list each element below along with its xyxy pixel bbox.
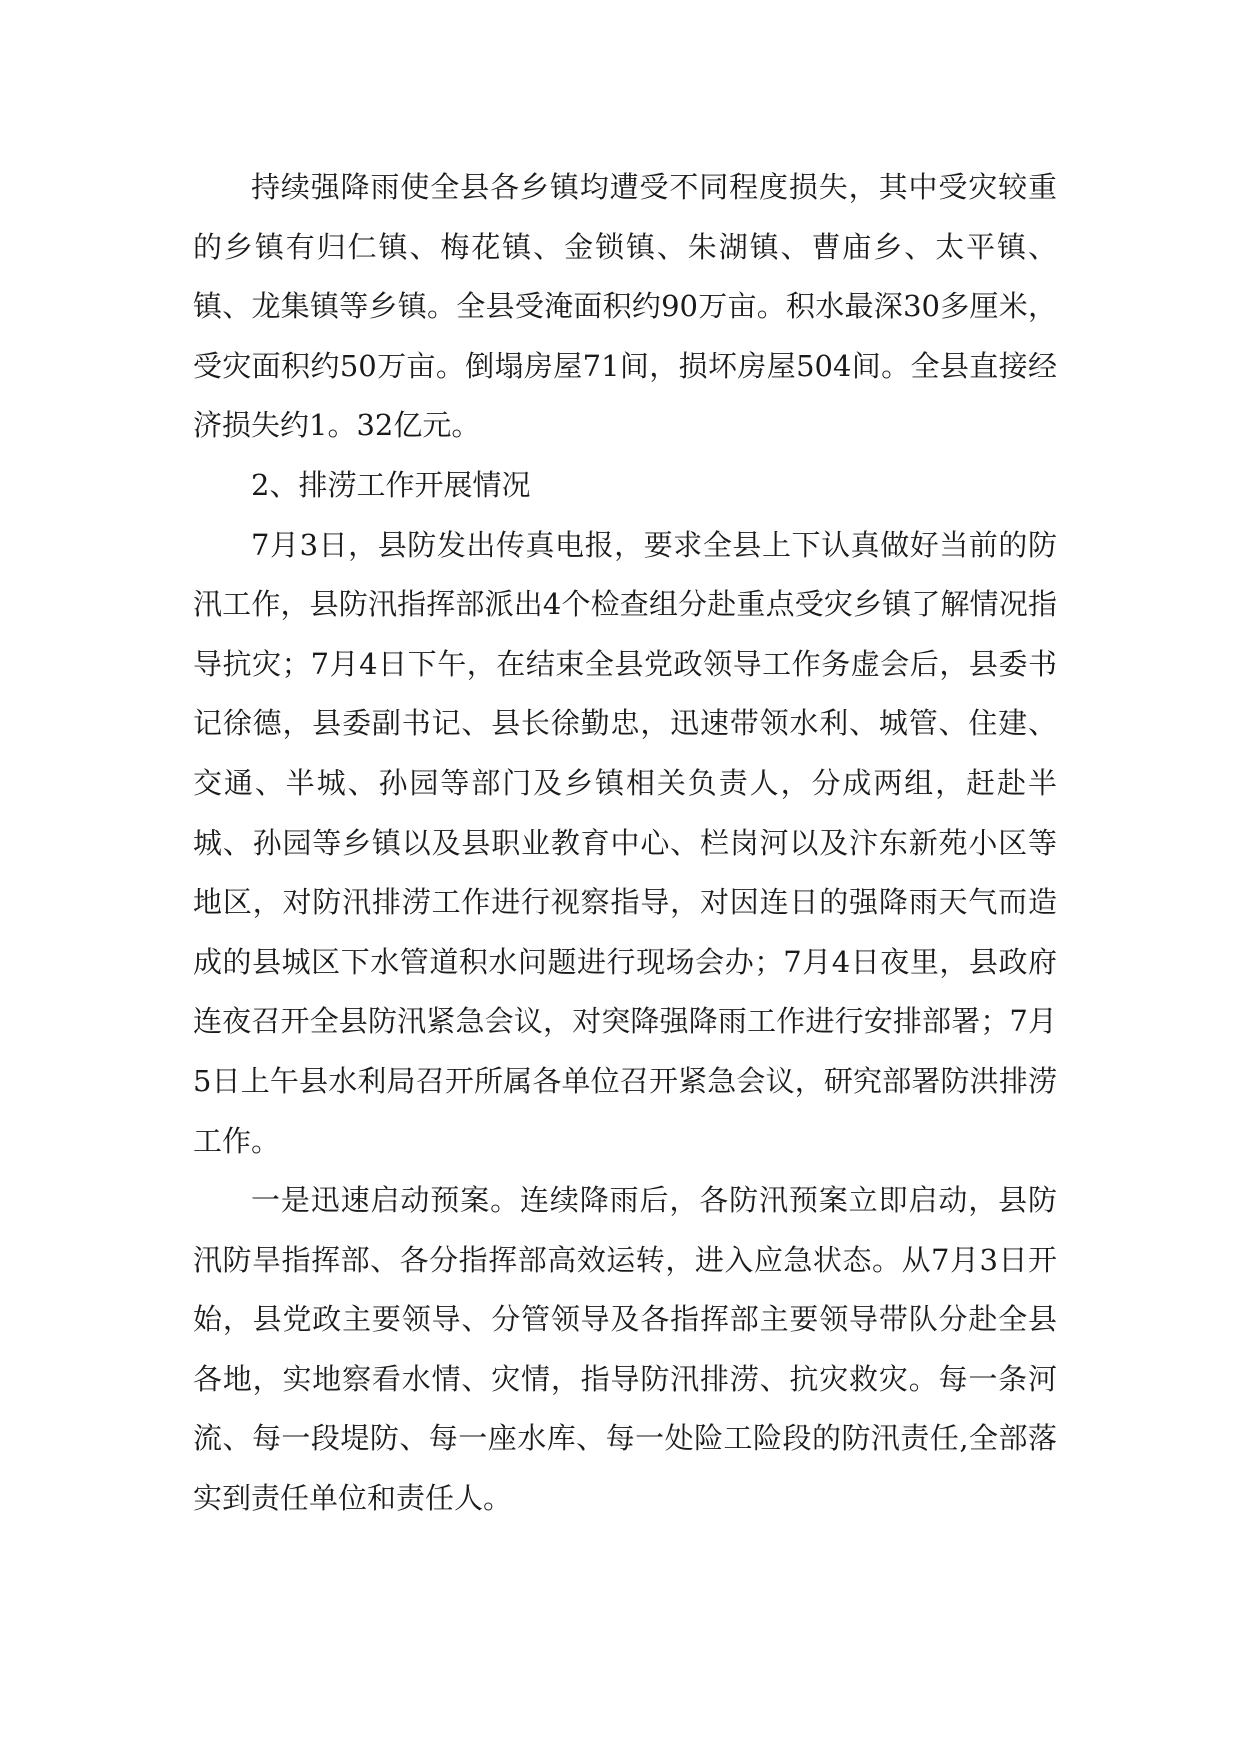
document-body: [193, 158, 1057, 1529]
paragraph-drainage-work: 7月3日，县防发出传真电报，要求全县上下认真做好当前的防汛工作，县防汛指挥部派出4个检查组分赴重点受灾乡镇了解情况指导抗灾；7月4日下午，在结束全县党政领导工作务虚会后，县委书记徐德，县委副书记、县长徐勤忠，迅速带领水利、城管、住建、交通、半城、孙园等部门及乡镇相关负责人，分成两组，赶赴半城、孙园等乡镇以及县职业教育中心、栏岗河以及汴东新苑小区等地区，对防汛排涝工作进行视察指导，对因连日的强降雨天气而造成的县城区下水管道积水问题进行现场会办；7月4日夜里，县政府连夜召开全县防汛紧急会议，对突降强降雨工作进行安排部署；7月5日上午县水利局召开所属各单位召开紧急会议，研究部署防洪排涝工作。: [193, 527, 1057, 1158]
section-heading-drainage: 2、排涝工作开展情况: [251, 467, 531, 502]
paragraph-emergency-plan: 一是迅速启动预案。连续降雨后，各防汛预案立即启动，县防汛防旱指挥部、各分指挥部高效运转，进入应急状态。从7月3日开始，县党政主要领导、分管领导及各指挥部主要领导带队分赴全县各地，实地察看水情、灾情，指导防汛排涝、抗灾救灾。每一条河流、每一段堤防、每一座水库、每一处险工险段的防汛责任,全部落实到责任单位和责任人。: [193, 1183, 1057, 1516]
paragraph-disaster-loss: 持续强降雨使全县各乡镇均遭受不同程度损失，其中受灾较重的乡镇有归仁镇、梅花镇、金锁镇、朱湖镇、曹庙乡、太平镇、镇、龙集镇等乡镇。全县受淹面积约90万亩。积水最深30多厘米，受灾面积约50万亩。倒塌房屋71间，损坏房屋504间。全县直接经济损失约1。32亿元。: [193, 170, 1057, 443]
